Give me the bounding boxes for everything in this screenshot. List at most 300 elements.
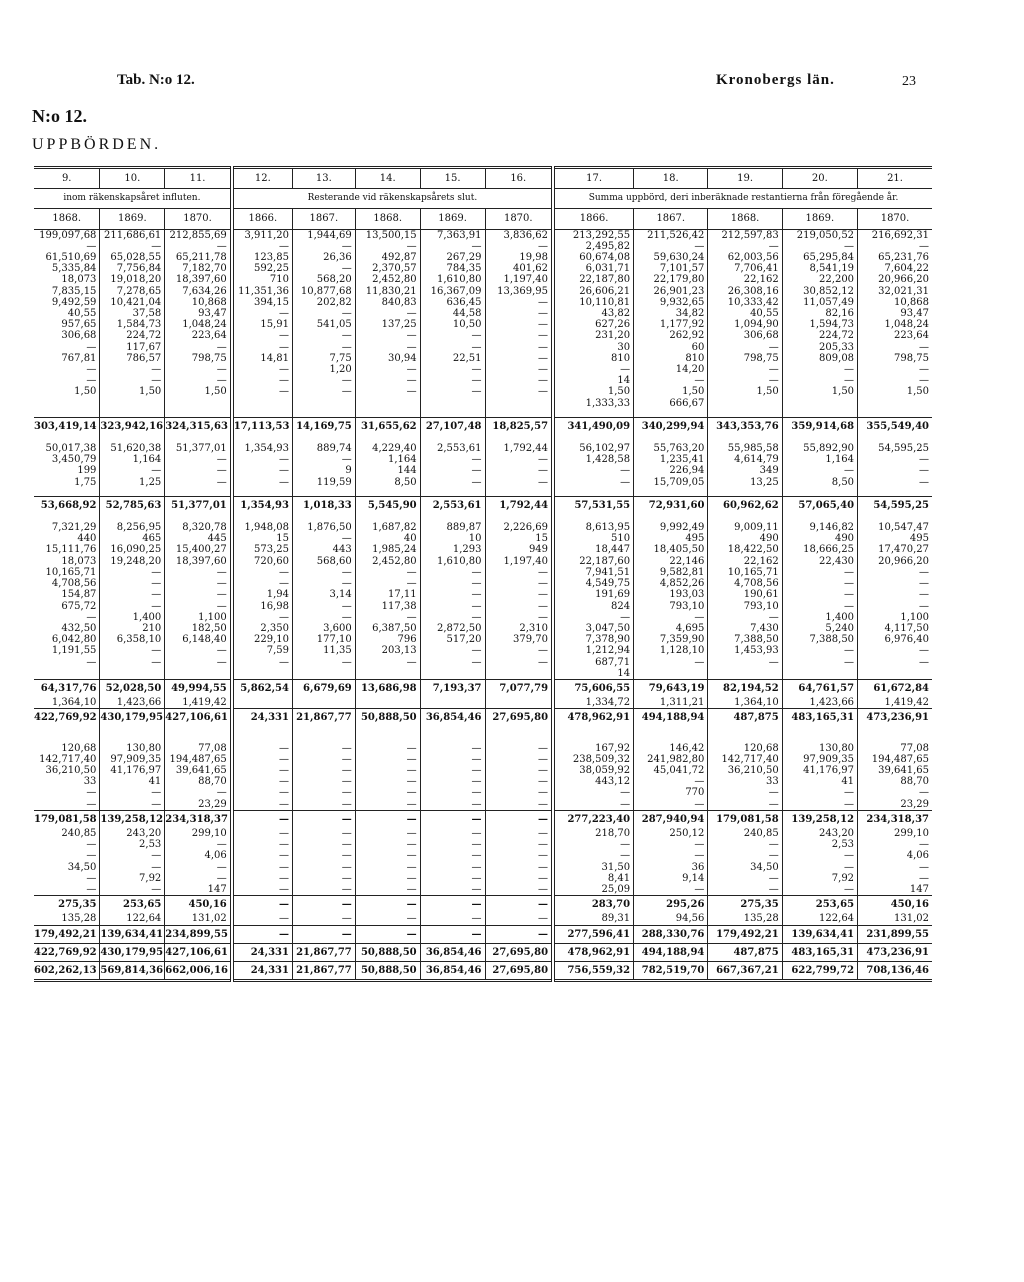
value-cell: — [919,656,929,668]
value-cell: — [919,341,929,353]
table-row [34,353,932,364]
table-row [34,657,932,668]
value-cell: 7,182,70 [165,263,232,274]
value-cell: 210 [100,623,165,634]
table-row [34,589,932,600]
value-cell: — [485,567,553,578]
value-cell: 957,65 [34,319,100,330]
value-cell: — [355,386,420,397]
value-cell: 490 [782,533,857,544]
value-cell: — [355,839,420,850]
table-row [34,556,932,567]
value-cell: 218,70 [553,828,634,839]
value-cell: 4,06 [165,850,232,861]
value-cell: 13,686,98 [355,679,420,697]
value-cell: — [232,342,293,353]
value-cell: — [100,601,165,612]
value-cell: — [292,754,355,765]
value-cell: — [485,828,553,839]
column-number: 21. [858,168,932,189]
value-cell: 3,911,20 [232,229,293,241]
sum-row [34,896,932,914]
value-cell: 4,229,40 [355,443,420,454]
value-cell: 495 [909,533,929,545]
sum-row [34,961,932,980]
value-cell: 56,102,97 [553,443,634,454]
value-cell: — [420,884,485,896]
table-row [34,533,932,544]
value-cell: 182,50 [165,623,232,634]
table-row [34,776,932,787]
value-cell: 487,875 [708,943,782,961]
table-row [34,913,932,925]
value-cell: — [232,330,293,341]
value-cell: 122,64 [100,913,165,925]
value-cell: — [485,342,553,353]
value-cell: 303,419,14 [34,417,100,435]
year-header: 1869. [420,209,485,229]
value-cell: — [708,873,782,884]
value-cell: 65,231,76 [878,252,929,264]
value-cell: 494,188,94 [634,709,708,727]
table-row [34,578,932,589]
value-cell: — [420,657,485,668]
value-cell: — [485,477,553,488]
value-cell: 7,634,26 [165,286,232,297]
value-cell [485,398,553,409]
value-cell: 1,453,93 [708,645,782,656]
value-cell: — [232,765,293,776]
value-cell: 17,113,53 [232,417,293,435]
value-cell: — [485,913,553,925]
value-cell: 13,369,95 [485,286,553,297]
value-cell: 139,258,12 [100,810,165,828]
value-cell: 306,68 [34,330,100,341]
value-cell [232,668,293,680]
table-row [34,862,932,873]
value-cell: 1,944,69 [292,229,355,241]
value-cell: 1,048,24 [884,319,929,331]
value-cell: 295,26 [634,896,708,914]
spacer-cell [782,488,857,497]
value-cell: 36 [634,862,708,873]
value-cell [355,668,420,680]
value-cell: 88,70 [165,776,232,787]
value-cell: — [292,873,355,884]
spacer-cell [634,514,708,522]
value-cell: 427,106,61 [165,943,232,961]
value-cell: — [232,241,293,252]
spacer-cell [100,735,165,743]
value-cell: 798,75 [894,352,929,364]
value-cell: 9,146,82 [782,522,857,533]
value-cell: — [34,873,100,884]
value-cell: 1,50 [906,386,929,398]
value-cell: 212,855,69 [165,229,232,241]
value-cell: 483,165,31 [782,943,857,961]
spacer-cell [34,409,100,418]
value-cell: — [485,873,553,884]
value-cell: 60 [634,342,708,353]
value-cell: — [919,364,929,376]
spacer-cell [485,735,553,743]
value-cell: 60,674,08 [553,252,634,263]
value-cell: 1,687,82 [355,522,420,533]
value-cell: 422,769,92 [34,943,100,961]
value-cell: 756,559,32 [553,961,634,980]
value-cell: — [34,850,100,861]
value-cell: 9,492,59 [34,297,100,308]
spacer-cell [100,514,165,522]
value-cell: 568,20 [292,274,355,285]
value-cell: 478,962,91 [553,709,634,727]
value-cell: — [232,465,293,476]
value-cell: 1,948,08 [232,522,293,533]
value-cell: — [919,454,929,466]
value-cell [34,668,100,680]
value-cell: 6,358,10 [100,634,165,645]
table-row [34,297,932,308]
value-cell: 6,042,80 [34,634,100,645]
value-cell: 7,363,91 [420,229,485,241]
value-cell: 11,057,49 [782,297,857,308]
spacer-cell [355,735,420,743]
value-cell: 710 [232,274,293,285]
value-cell: 9,14 [634,873,708,884]
value-cell: 473,236,91 [858,943,932,961]
value-cell: 50,888,50 [355,709,420,727]
value-cell: 36,854,46 [420,709,485,727]
value-cell: 798,75 [708,353,782,364]
value-cell: 14 [553,668,634,680]
table-row [34,263,932,274]
group-summa-header: Summa uppbörd, deri inberäknade restantierna från föregående år. [553,189,932,209]
table-row [34,697,932,709]
value-cell: 24,331 [232,961,293,980]
value-cell: 18,666,25 [782,544,857,555]
table-row [34,567,932,578]
spacer-cell [232,488,293,497]
value-cell: 2,495,82 [553,241,634,252]
value-cell: 1,423,66 [100,697,165,709]
value-cell: 1,235,41 [634,454,708,465]
value-cell: 43,82 [553,308,634,319]
spacer-cell [782,735,857,743]
value-cell: — [232,799,293,811]
value-cell [420,668,485,680]
value-cell: 190,61 [708,589,782,600]
value-cell: 191,69 [553,589,634,600]
value-cell: — [485,787,553,798]
value-cell: 8,50 [782,477,857,488]
value-cell: — [919,465,929,477]
value-cell [232,697,293,709]
value-cell: — [100,645,165,656]
table-row [34,765,932,776]
value-cell: — [420,839,485,850]
value-cell: 22,187,80 [553,274,634,285]
value-cell: — [34,342,100,353]
value-cell: 22,430 [782,556,857,567]
value-cell: — [420,862,485,873]
spacer-cell [420,435,485,443]
value-cell: — [782,799,857,811]
value-cell: — [292,862,355,873]
value-cell: 135,28 [708,913,782,925]
value-cell: — [634,612,708,623]
value-cell: 5,335,84 [34,263,100,274]
value-cell: 231,899,55 [858,925,932,943]
value-cell: 253,65 [782,896,857,914]
value-cell: 231,20 [553,330,634,341]
value-cell: — [292,925,355,943]
value-cell: — [100,787,165,798]
value-cell: 49,994,55 [165,679,232,697]
value-cell: — [292,386,355,397]
value-cell: 1,75 [34,477,100,488]
spacer-cell [355,488,420,497]
value-cell: — [485,839,553,850]
spacer-cell [485,727,553,735]
value-cell: 211,526,42 [634,229,708,241]
value-cell: — [782,645,857,656]
value-cell: 238,509,32 [553,754,634,765]
sum-row [34,709,932,727]
value-cell: 14 [553,375,634,386]
value-cell [485,668,553,680]
value-cell: — [485,241,553,252]
value-cell: — [100,578,165,589]
value-cell: 2,553,61 [420,496,485,514]
spacer-cell [232,514,293,522]
value-cell: — [420,799,485,811]
value-cell: 179,081,58 [708,810,782,828]
value-cell: 809,08 [782,353,857,364]
value-cell: — [232,578,293,589]
value-cell: 8,541,19 [782,263,857,274]
value-cell: — [420,589,485,600]
value-cell: 19,98 [485,252,553,263]
value-cell: 1,876,50 [292,522,355,533]
value-cell: 1,50 [165,386,232,397]
value-cell: — [232,862,293,873]
value-cell: — [100,375,165,386]
spacer-cell [100,488,165,497]
value-cell: — [485,364,553,375]
value-cell: — [708,612,782,623]
sum-row [34,679,932,697]
value-cell: 18,397,60 [165,274,232,285]
spacer-cell [232,435,293,443]
value-cell: — [420,465,485,476]
column-number: 9. [34,168,100,189]
value-cell: 17,470,27 [878,544,929,556]
value-cell: 10,165,71 [34,567,100,578]
value-cell: 517,20 [420,634,485,645]
value-cell: 97,909,35 [782,754,857,765]
table-row [34,522,932,533]
spacer-cell [100,409,165,418]
value-cell: 949 [485,544,553,555]
value-cell: — [292,375,355,386]
value-cell: — [355,884,420,896]
table-row [34,364,932,375]
value-cell: 77,08 [165,743,232,754]
year-header: 1868. [708,209,782,229]
value-cell: — [165,342,232,353]
value-cell: — [485,645,553,656]
value-cell: 19,018,20 [100,274,165,285]
value-cell: 13,500,15 [355,229,420,241]
value-cell: 793,10 [634,601,708,612]
value-cell: — [708,850,782,861]
value-cell: 10,421,04 [100,297,165,308]
value-cell: 194,487,65 [871,753,929,765]
value-cell: 40,55 [34,308,100,319]
value-cell: 267,29 [420,252,485,263]
value-cell: — [355,364,420,375]
value-cell: 4,708,56 [708,578,782,589]
spacer-cell [634,727,708,735]
value-cell: 1,50 [100,386,165,397]
value-cell: 5,240 [782,623,857,634]
table-row [34,319,932,330]
value-cell: 123,85 [232,252,293,263]
table-row [34,668,932,680]
table-row [34,850,932,861]
value-cell: 18,073 [34,556,100,567]
spacer-cell [782,727,857,735]
value-cell: 306,68 [708,330,782,341]
value-cell: — [919,476,929,488]
value-cell: 7,92 [782,873,857,884]
value-cell [634,668,708,680]
spacer-cell [858,409,932,418]
value-cell: 889,87 [420,522,485,533]
value-cell: 26,606,21 [553,286,634,297]
value-cell [708,398,782,409]
sum-row [34,925,932,943]
value-cell: — [782,787,857,798]
value-cell: — [485,465,553,476]
value-cell: 39,641,65 [878,764,929,776]
spacer-cell [165,727,232,735]
spacer-cell [634,409,708,418]
value-cell: 20,966,20 [878,274,929,286]
value-cell: — [34,364,100,375]
value-cell: 18,825,57 [485,417,553,435]
value-cell: 1,400 [100,612,165,623]
value-cell: — [292,263,355,274]
value-cell: 1,212,94 [553,645,634,656]
table-row [34,743,932,754]
value-cell: — [420,850,485,861]
value-cell: 16,367,09 [420,286,485,297]
value-cell: 57,065,40 [782,496,857,514]
table-row [34,544,932,555]
value-cell: 211,686,61 [100,229,165,241]
value-cell: — [485,454,553,465]
value-cell: — [232,810,293,828]
value-cell: 88,70 [900,776,929,788]
value-cell: 275,35 [34,896,100,914]
value-cell: — [355,776,420,787]
value-cell: 224,72 [782,330,857,341]
sum-row [34,943,932,961]
value-cell: 355,549,40 [858,417,932,435]
value-cell: 2,226,69 [485,522,553,533]
value-cell: — [634,657,708,668]
table-row [34,465,932,476]
value-cell: 179,492,21 [34,925,100,943]
value-cell: 627,26 [553,319,634,330]
year-header: 1867. [292,209,355,229]
value-cell: 154,87 [34,589,100,600]
running-header-title: Kronobergs län. [716,72,835,88]
value-cell: — [485,776,553,787]
table-row [34,884,932,896]
value-cell: — [165,873,232,884]
value-cell: — [355,850,420,861]
value-cell: 57,531,55 [553,496,634,514]
value-cell: 450,16 [858,896,932,914]
value-cell: 234,318,37 [165,810,232,828]
value-cell: — [34,612,100,623]
value-cell: 708,136,46 [858,961,932,980]
value-cell: 144 [355,465,420,476]
value-cell: 21,867,77 [292,709,355,727]
value-cell: — [553,799,634,811]
value-cell [858,668,932,680]
value-cell: 55,985,58 [708,443,782,454]
value-cell: — [34,839,100,850]
value-cell: 11,35 [292,645,355,656]
spacer-cell [355,727,420,735]
value-cell: 146,42 [634,743,708,754]
value-cell: 394,15 [232,297,293,308]
value-cell: — [485,657,553,668]
value-cell: 142,717,40 [34,754,100,765]
value-cell: 450,16 [165,896,232,914]
value-cell: 18,447 [553,544,634,555]
value-cell: 324,315,63 [165,417,232,435]
value-cell: — [100,567,165,578]
value-cell: 10,877,68 [292,286,355,297]
value-cell: 430,179,95 [100,943,165,961]
spacer-cell [34,735,100,743]
value-cell: — [232,828,293,839]
value-cell: 666,67 [634,398,708,409]
value-cell: 445 [165,533,232,544]
value-cell: — [782,862,857,873]
value-cell: 7,193,37 [420,679,485,697]
value-cell: 142,717,40 [708,754,782,765]
value-cell: 23,29 [165,799,232,811]
spacer-cell [420,735,485,743]
value-cell: — [232,454,293,465]
value-cell: 1,423,66 [782,697,857,709]
value-cell: 4,852,26 [634,578,708,589]
value-cell: — [485,884,553,896]
value-cell: 9,009,11 [708,522,782,533]
value-cell: 79,643,19 [634,679,708,697]
table-row [34,873,932,884]
value-cell: 16,98 [232,601,293,612]
value-cell: 37,58 [100,308,165,319]
value-cell: 287,940,94 [634,810,708,828]
value-cell: — [485,862,553,873]
spacer-cell [34,435,100,443]
